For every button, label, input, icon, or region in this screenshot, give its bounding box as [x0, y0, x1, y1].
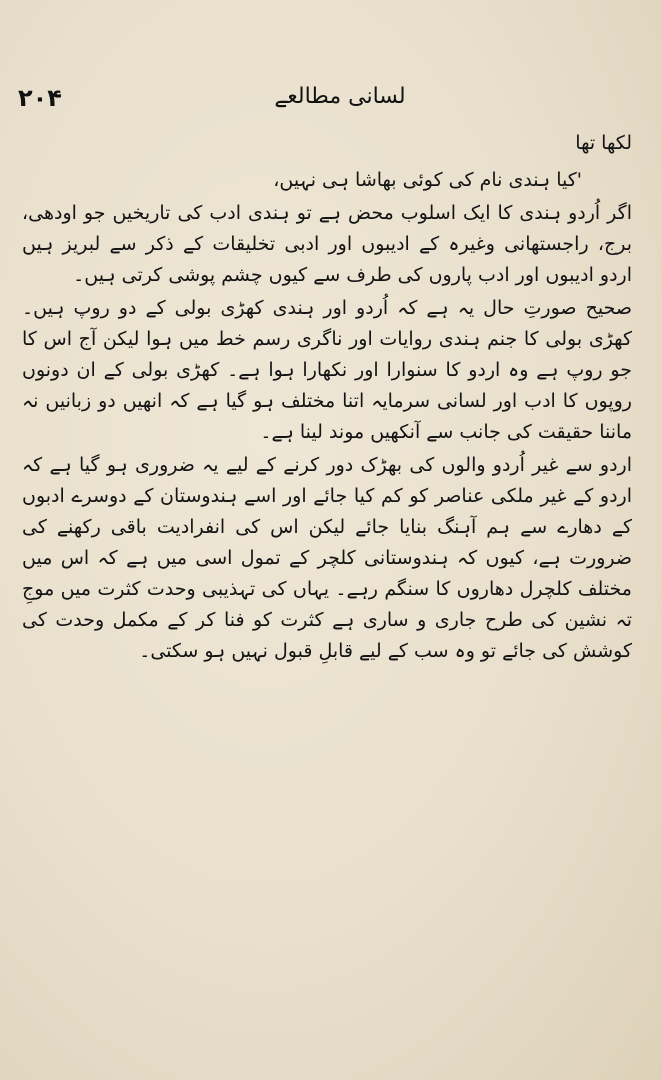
page-number: ۲۰۴: [18, 84, 62, 112]
paragraph-2: صحیح صورتِ حال یہ ہے کہ اُردو اور ہندی کھڑی بولی کے دو روپ ہیں۔ کھڑی بولی کا جنم ہندی روایات اور ناگری رسم خط میں ہوا لیکن آج اس کا جو روپ ہے وہ اردو کا سنوارا اور نکھارا ہوا ہے۔ کھڑی بولی کے ان دونوں روپوں کا ادب اور لسانی سرمایہ اتنا مختلف ہو گیا ہے کہ انھیں دو زبانیں نہ ماننا حقیقت کی جانب سے آنکھیں موند لینا ہے۔: [22, 297, 632, 443]
quotation: 'کیا ہندی نام کی کوئی بھاشا ہی نہیں،: [273, 169, 582, 191]
body-text: [22, 128, 632, 667]
running-title: لسانی مطالعے: [274, 84, 406, 109]
lead-line: لکھا تھا: [575, 132, 632, 154]
paragraph-1: اگر اُردو ہندی کا ایک اسلوب محض ہے تو ہندی ادب کی تاریخیں جو اودھی، برج، راجستھانی وغیرہ کے ادیبوں اور ادبی تخلیقات کے ذکر سے لبریز ہیں اردو ادیبوں اور ادب پاروں کی طرف سے کیوں چشم پوشی کرتی ہیں۔: [22, 202, 632, 286]
paragraph-3: اردو سے غیر اُردو والوں کی بھڑک دور کرنے کے لیے یہ ضروری ہو گیا ہے کہ اردو کے غیر ملکی عناصر کو کم کیا جائے اور اسے ہندوستان کے دوسرے ادبوں کے دھارے سے ہم آہنگ بنایا جائے لیکن اس کی انفرادیت باقی رکھنے کی ضرورت ہے، کیوں کہ ہندوستانی کلچر کے تمول اسی میں ہے کہ اس میں مختلف کلچرل دھاروں کا سنگم رہے۔ یہاں کی تہذیبی وحدت کثرت میں موجِ تہ نشین کی طرح جاری و ساری ہے کثرت کو فنا کر کے مکمل وحدت کی کوشش کی جائے تو وہ سب کے لیے قابلِ قبول نہیں ہو سکتی۔: [22, 454, 632, 662]
